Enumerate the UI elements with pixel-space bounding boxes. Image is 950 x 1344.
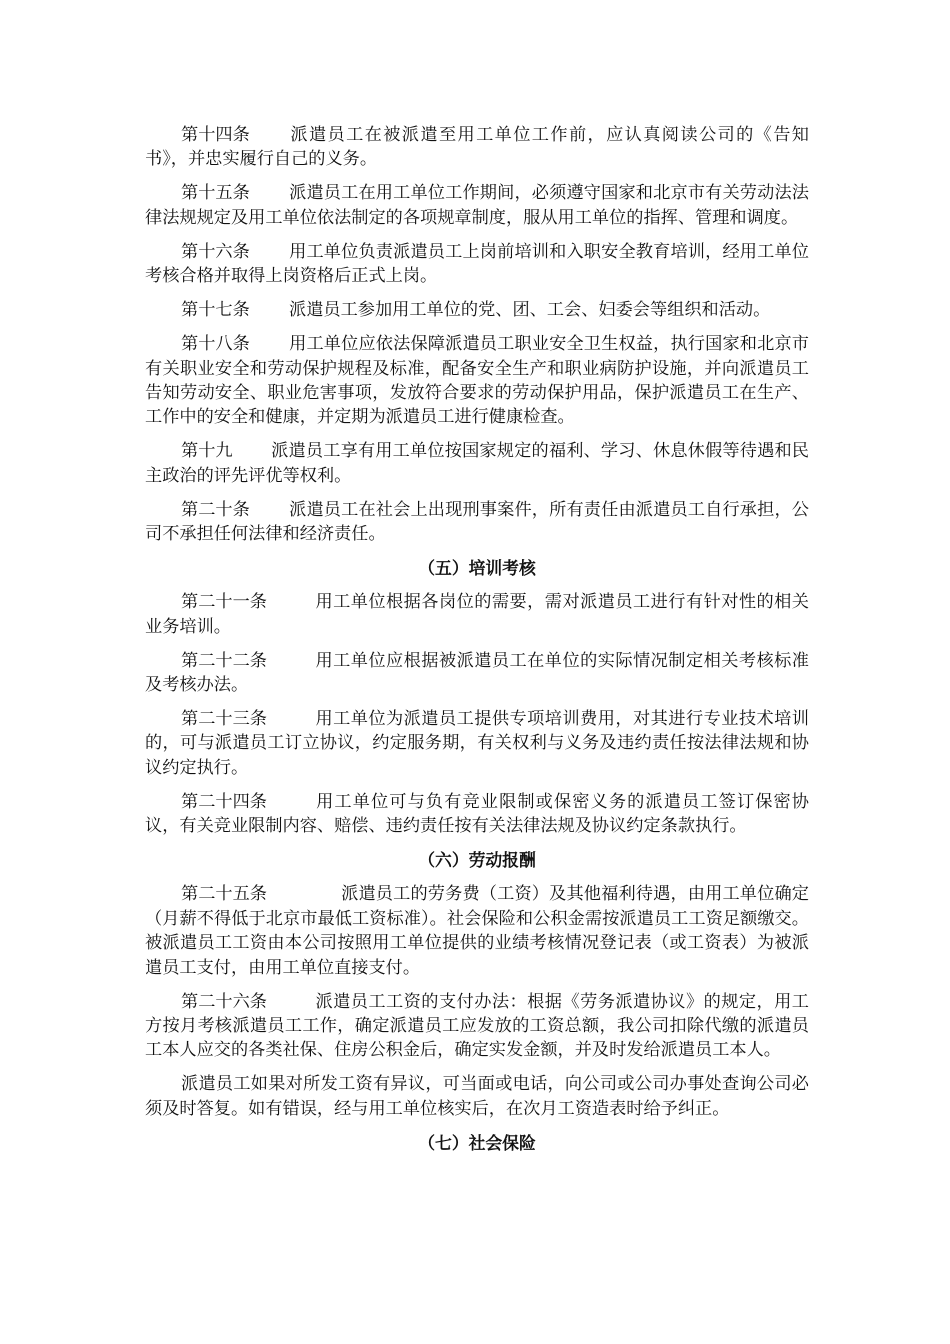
article-text: 派遣员工享有用工单位按国家规定的福利、学习、休息休假等待遇和民主政治的评先评优等权利。 [145,441,809,486]
article-16 [145,240,809,289]
article-number: 第二十一条 [181,592,267,613]
section-heading-social-insurance: （七）社会保险 [418,1132,536,1153]
section-heading-training: （五）培训考核 [418,558,536,579]
article-18 [145,332,809,430]
article-number: 第二十六条 [181,991,267,1012]
article-text: 用工单位应依法保障派遣员工职业安全卫生权益，执行国家和北京市有关职业安全和劳动保护规程及标准，配备安全生产和职业病防护设施，并向派遣员工告知劳动安全、职业危害事项，发放符合要求的劳动保护用品，保护派遣员工在生产、工作中的安全和健康，并定期为派遣员工进行健康检查。 [145,334,809,428]
wage-inquiry-paragraph [145,1072,809,1121]
article-text: 用工单位应根据被派遣员工在单位的实际情况制定相关考核标准及考核办法。 [145,650,809,696]
article-text: 用工单位负责派遣员工上岗前培训和入职安全教育培训，经用工单位考核合格并取得上岗资格后正式上岗。 [145,241,809,287]
article-text: 用工单位根据各岗位的需要，需对派遣员工进行有针对性的相关业务培训。 [145,592,809,637]
article-text: 派遣员工在被派遣至用工单位工作前，应认真阅读公司的《告知书》，并忠实履行自己的义务。 [145,125,809,170]
paragraph-text: 派遣员工如果对所发工资有异议，可当面或电话，向公司或公司办事处查询公司必须及时答复。如有错误，经与用工单位核实后，在次月工资造表时给予纠正。 [145,1074,809,1119]
article-number: 第十八条 [181,334,250,355]
article-number: 第十四条 [181,125,250,145]
article-26 [145,990,809,1063]
article-text: 用工单位可与负有竞业限制或保密义务的派遣员工签订保密协议，有关竞业限制内容、赔偿、违约责任按有关法律法规及协议约定条款执行。 [145,791,809,837]
article-number: 第十五条 [181,183,250,204]
section-heading-remuneration: （六）劳动报酬 [418,850,536,871]
article-24 [145,790,809,839]
article-19 [145,439,809,488]
article-number: 第十六条 [181,241,250,262]
article-text: 派遣员工参加用工单位的党、团、工会、妇委会等组织和活动。 [289,300,771,321]
article-number: 第二十条 [181,499,250,520]
article-25 [145,882,809,980]
article-text: 派遣员工的劳务费（工资）及其他福利待遇，由用工单位确定（月薪不得低于北京市最低工资标准）。社会保险和公积金需按派遣员工工资足额缴交。被派遣员工工资由本公司按照用工单位提供的业绩考核情况登记表（或工资表）为被派遣员工支付，由用工单位直接支付。 [145,884,809,978]
article-21 [145,590,809,639]
article-number: 第十七条 [181,300,250,321]
article-20 [145,498,809,547]
article-number: 第二十五条 [181,884,267,905]
article-22 [145,649,809,698]
article-14 [145,123,809,172]
article-15 [145,181,809,230]
article-number: 第二十四条 [181,791,267,812]
article-17 [145,298,809,322]
article-number: 第二十三条 [181,709,267,730]
article-text: 派遣员工在用工单位工作期间，必须遵守国家和北京市有关劳动法法律法规规定及用工单位依法制定的各项规章制度，服从用工单位的指挥、管理和调度。 [145,183,809,228]
document-page [145,123,809,1165]
article-text: 派遣员工工资的支付办法：根据《劳务派遣协议》的规定，用工方按月考核派遣员工工作，确定派遣员工应发放的工资总额，我公司扣除代缴的派遣员工本人应交的各类社保、住房公积金后，确定实发金额，并及时发给派遣员工本人。 [145,991,809,1061]
article-number: 第二十二条 [181,650,267,671]
article-text: 用工单位为派遣员工提供专项培训费用，对其进行专业技术培训的，可与派遣员工订立协议，约定服务期，有关权利与义务及违约责任按法律法规和协议约定执行。 [145,709,809,778]
article-text: 派遣员工在社会上出现刑事案件，所有责任由派遣员工自行承担，公司不承担任何法律和经济责任。 [145,499,809,545]
article-number: 第十九 [181,441,233,462]
article-23 [145,707,809,780]
